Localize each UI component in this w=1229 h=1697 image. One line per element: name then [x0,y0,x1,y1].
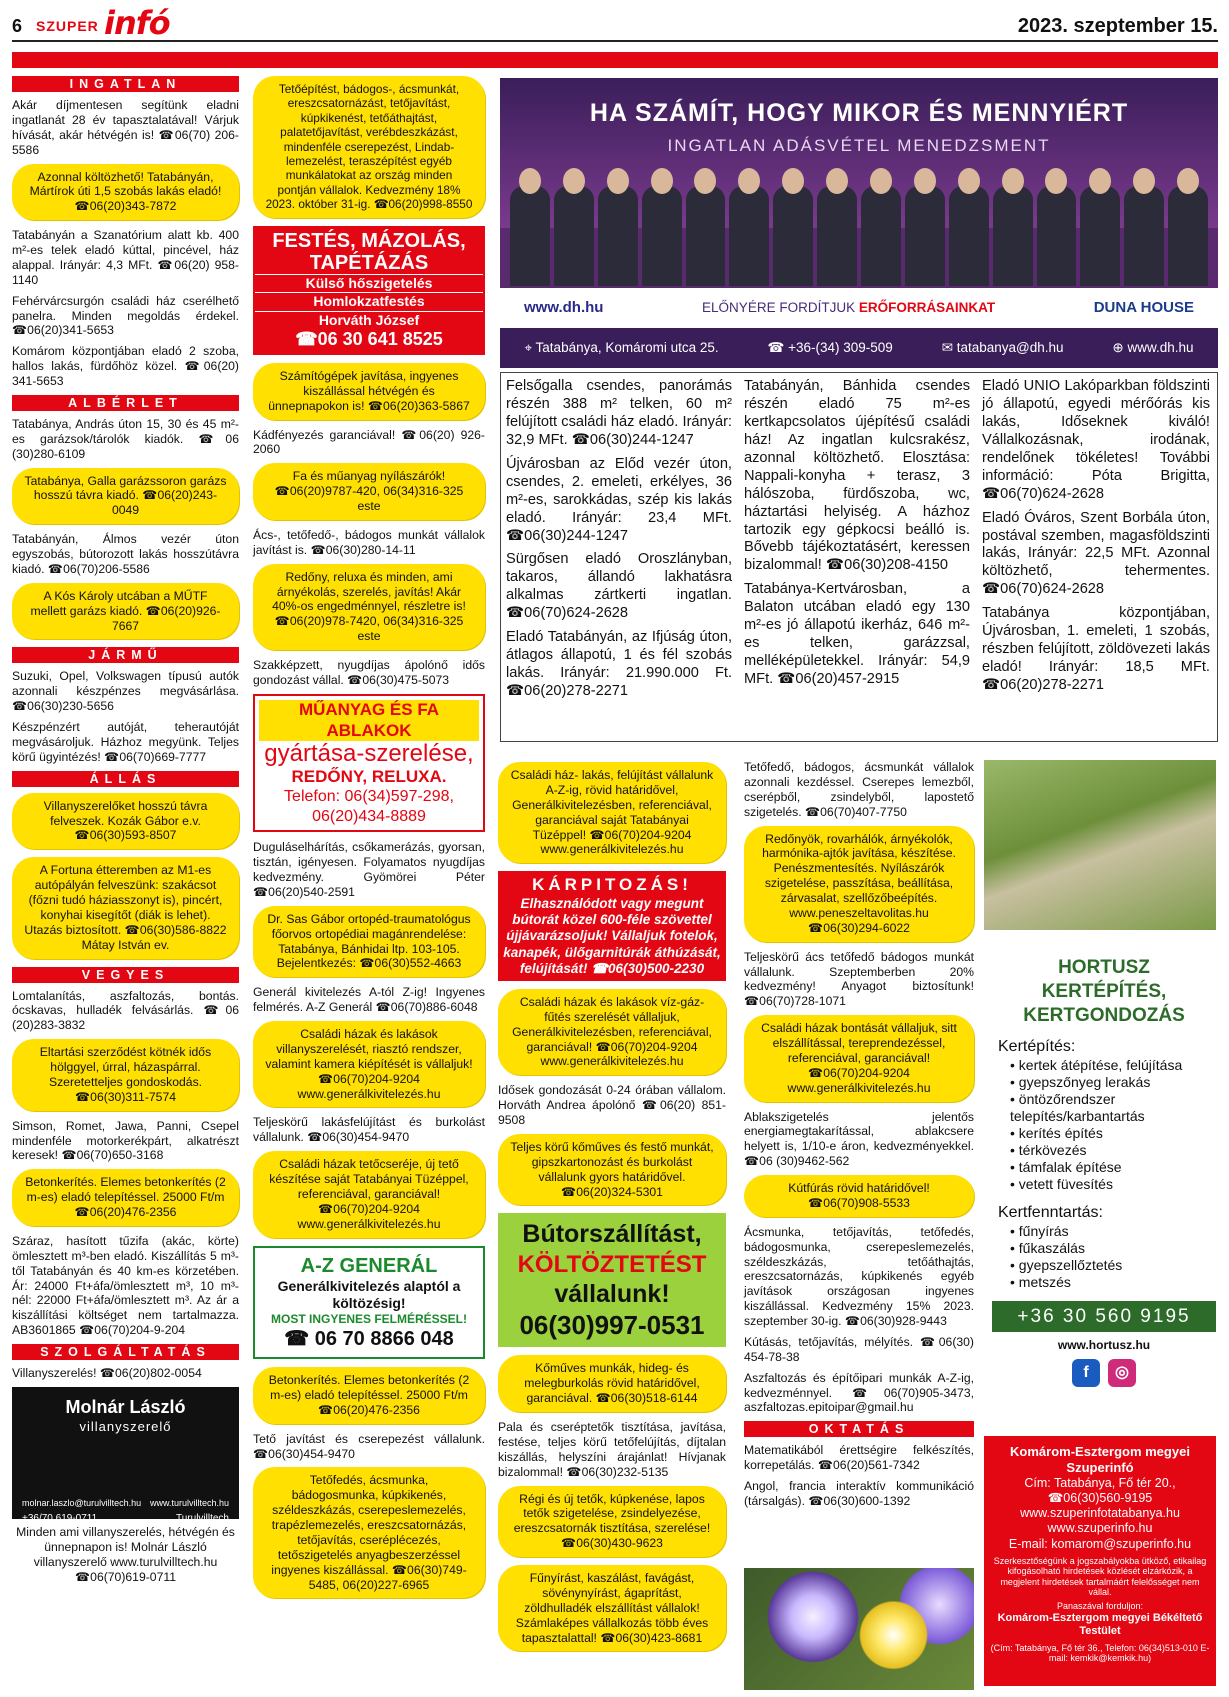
listing: Eladó Tatabányán, az Ifjúság úton, átlagos állapotú, 1 és fél szobás lakás. Irányár: 21.990.000 Ft. ☎06(20)278-2271 [506,629,732,699]
az-general-ad [253,1246,485,1360]
molnar-fb: Turulvilltech [176,1512,229,1524]
banner-subheadline: INGATLAN ADÁSVÉTEL MENEDZSMENT [667,136,1051,155]
classified-ad: Idősek gondozását 0-24 órában vállalom. Horváth Andrea ápolónő ☎06(20) 851-9508 [498,1083,726,1128]
highlighted-ad: A Fortuna étteremben az M1-es autópályán felveszünk: szakácsot (főzni tudó háziasszonyt is), pincért, konyhai kisegítőt (diák is lehet). Utazás biztosított. ☎06(30)586-8822 Mátay István ev. [12,857,239,958]
highlighted-ad: Betonkerítés. Elemes betonkerítés (2 m-es) eladó telepítéssel. 25000 Ft/m ☎06(20)476-2356 [253,1367,485,1424]
list-item: • gyepszellőztetés [1010,1257,1210,1274]
list-item: • metszés [1010,1274,1210,1291]
classified-ad: Komárom központjában eladó 2 szoba, hallos lakás, fürdőhöz közel. ☎06(20) 341-5653 [12,344,239,388]
classified-ad: Villanyszerelés! ☎06(20)802-0054 [12,1366,202,1380]
classified-ad: Kádfényezés garanciával! ☎06(20) 926-2060 [253,427,485,457]
hortusz-subtitle: Kertfenntartás: [998,1204,1103,1222]
ablak-phone: Telefon: 06(34)597-298, 06(20)434-8889 [284,788,454,825]
hortusz-title: HORTUSZ KERTÉPÍTÉS, KERTGONDOZÁS [1023,957,1185,1026]
highlighted-ad: Családi ház- lakás, felújítást vállalunk A-Z-ig, rövid határidővel, Generálkivitelezésben, referenciával, garanciával saját Tatabányai Tüzéppel! ☎06(70)204-9204 www.generálkivitelezés.hu [498,762,726,863]
classified-ad: Tető javítást és cserepezést vállalunk. ☎06(30)454-9470 [253,1431,485,1461]
classified-ad: Tetőfedő, bádogos, ácsmunkát vállalok azonnali kezdéssel. Cserepes lemezből, cserépből, zsindelyből, lapostető szigetelés. ☎06(70)407-7750 [744,760,974,819]
az-line: Generálkivitelezés alaptól a költözésig! [277,1277,461,1311]
highlighted-ad: Kőműves munkák, hideg- és melegburkolás rövid határidővel, garanciával. ☎06(30)518-6144 [498,1355,726,1412]
section-oktatas: OKTATÁS [744,1421,974,1437]
info-line: ☎06(30)560-9195 [1047,1490,1153,1505]
column-4 [744,760,974,1515]
list-item: • kertek átépítése, felújítása [1010,1057,1210,1074]
duna-house-banner [500,78,1218,368]
publisher-info [984,1436,1216,1686]
highlighted-ad: Betonkerítés. Elemes betonkerítés (2 m-es) eladó telepítéssel. 25000 Ft/m ☎06(20)476-2356 [12,1169,239,1226]
classified-ad: Fehérvárcsurgón családi ház cserélhető panelra. Minden megoldás érdekel. ☎06(20)341-5653 [12,293,239,338]
hortusz-web: www.hortusz.hu [1057,1338,1151,1353]
highlighted-ad: Tetőépítést, bádogos-, ácsmunkát, ereszcsatornázást, tetőjavítást, kúpkikenést, tetőáthajtást, palatetőjavítást, verébdeszkázást, mindenféle cserepezést, Lindab-lemezelést, teraszépítést egyéb munkálatokat az ország minden pontján vállalok. Kedvezmény 18% 2023. október 31-ig. ☎06(20)998-8550 [253,76,485,218]
info-line: E-mail: komarom@szuperinfo.hu [1008,1536,1192,1551]
classified-ad: Lomtalanítás, aszfaltozás, bontás. ócskavas, hulladék felvásárlás. ☎06 (20)283-3832 [12,988,239,1033]
logo-big: infó [104,4,170,42]
festes-name: Horváth József [255,311,483,330]
az-line: MOST INGYENES FELMÉRÉSSEL! [270,1312,468,1327]
festes-title: FESTÉS, MÁZOLÁS, TAPÉTÁZÁS [272,229,466,274]
butorszallitas-ad [498,1213,726,1347]
list-item: • fűnyírás [1010,1223,1210,1240]
festes-phone: ☎06 30 641 8525 [295,329,443,350]
classified-ad: Simson, Romet, Jawa, Panni, Csepel mindenféle motorkerékpárt, alkatrészt keresek! ☎06(70)650-3168 [12,1118,239,1163]
listing: Tatabányán, Bánhida csendes részén eladó 75 m²-es kertkapcsolatos újépítésű családi ház! Az ingatlan kulcsrakész, azonnal költözhető. Elosztása: Nappali-konyha + terasz, 3 hálószoba, fürdőszoba, wc, háztartási helyiség. A házhoz tartozik egy gépkocsi beálló is. Bővebb tájékoztatásért, keressen bizalommal! ☎06(30)208-4150 [744,378,970,574]
dh-listings-col-2 [744,378,970,695]
hortusz-ad [984,760,1216,1420]
section-allas: ÁLLÁS [12,771,239,787]
dh-listings-col-1 [506,378,732,707]
dh-listings-col-3 [982,378,1210,701]
classified-ad: Matematikából érettségire felkészítés, korrepetálás. ☎06(20)561-7342 [744,1443,974,1473]
classified-ad: Készpénzért autóját, teherautóját megvásároljuk. Házhoz megyünk. Teljes körű ügyintézés! ☎06(70)669-7777 [12,720,239,764]
highlighted-ad: Családi házak és lakások víz-gáz-fűtés szerelését vállaljuk, Generálkivitelezésben, referenciával, garanciával! ☎06(70)204-9204 www.generálkivitelezés.hu [498,989,726,1075]
highlighted-ad: Eltartási szerződést kötnék idős hölggyel, úrral, házaspárral. Szeretetteljes gondoskodás. ☎06(30)311-7574 [12,1039,239,1111]
ablak-line: REDŐNY, RELUXA. [291,766,447,786]
highlighted-ad: Redőnyök, rovarhálók, árnyékolók, harmónika-ajtók javítása, készítése. Penészmentesítés. Nyílászárók szigetelése, passzítása, beállítása, zárvasalat, szellőzőbeépítés. www.peneszeltavolitas.hu ☎06(30)294-6022 [744,826,974,942]
highlighted-ad: Tetőfedés, ácsmunka, bádogosmunka, kúpkikenés, széldeszkázás, cserepeslemezelés, trapézlemezelés, ereszcsatornázás, tetőjavítás, cseréplécezés, tetőszigetelés anyagbeszerzéssel ingyenes kiszállással. ☎06(30)749-5485, 06(20)227-6965 [253,1467,485,1598]
banner-url: www.dh.hu [524,298,604,316]
social-icons [998,1359,1210,1387]
classified-ad: Angol, francia interaktív kommunikáció (társalgás). ☎06(30)600-1392 [744,1479,974,1508]
molnar-ad-image [12,1387,239,1524]
classified-ad: Teljeskörű lakásfelújítást és burkolást vállalunk. ☎06(30)454-9470 [253,1115,485,1145]
ablak-ad [253,694,485,832]
butor-line: Bútorszállítást, [522,1220,702,1249]
ablak-line: gyártása-szerelése, [264,740,474,768]
info-line: www.szuperinfotatabanya.hu [1020,1506,1180,1521]
column-1 [12,76,239,1590]
banner-white-bar [500,288,1218,328]
banner-contact-bar [500,328,1218,368]
classified-ad: Suzuki, Opel, Volkswagen típusú autók azonnali készpénzes megvásárlása. ☎06(30)230-5656 [12,669,239,714]
info-small: (Cím: Tatabánya, Fő tér 36., Telefon: 06(34)513-010 E-mail: kemkik@kemkik.hu) [990,1642,1210,1663]
header-red-bar [12,52,1218,68]
list-item: • kerítés építés [1010,1125,1210,1142]
classified-ad: Ács-, tetőfedő-, bádogos munkát vállalok javítást is. ☎06(30)280-14-11 [253,527,485,557]
info-title: Komárom-Esztergom megyei Békéltető Testület [997,1611,1203,1638]
karpitozas-title: KÁRPITOZÁS! [532,875,692,895]
classified-ad: Kútásás, tetőjavítás, mélyítés. ☎06(30) 454-78-38 [744,1334,974,1364]
classified-ad: Tatabánya, András úton 15, 30 és 45 m²-es garázsok/tárolók kiadók. ☎06 (30)280-6109 [12,416,239,461]
butor-line: vállalunk! [554,1280,670,1309]
classified-ad: Szakképzett, nyugdíjas ápolónő idős gondozást vállal. ☎06(30)475-5073 [253,658,485,687]
duna-house-logo: DUNA HOUSE [1093,298,1194,316]
column-2 [253,76,485,1606]
butor-line: KÖLTÖZTETÉST [517,1250,707,1278]
mail-icon: ✉ tatabanya@dh.hu [941,339,1064,355]
banner-slogan: ELŐNYÉRE FORDÍTJUK ERŐFORRÁSAINKAT [702,299,996,315]
kertfenntartas-list [1010,1223,1210,1291]
instagram-icon[interactable]: ◎ [1108,1359,1136,1387]
banner-headline: HA SZÁMÍT, HOGY MIKOR ÉS MENNYIÉRT [589,99,1129,127]
hortusz-body [984,930,1216,1382]
classified-ad: Tatabányán, Álmos vezér úton egyszobás, bútorozott lakás hosszútávra kiadó. ☎06(70)206-5586 [12,532,239,576]
section-jarmu: JÁRMŰ [12,647,239,663]
hortusz-subtitle: Kertépítés: [998,1038,1076,1056]
classified-ad: Ácsmunka, tetőjavítás, tetőfedés, bádogosmunka, cserepeslemezelés, széldeszkázás, tetőáthajtás, ereszcsatornázás, kúpkikenés egyéb javítások országosan ingyenes kiszállással. Kedvezmény 15% 2023. szeptember 30-ig. ☎06(30)928-9443 [744,1224,974,1328]
classified-ad: Minden ami villanyszerelés, hétvégén és ünnepnapon is! Molnár László villanyszerelő www.turulvilltech.hu ☎06(70)619-0711 [16,1524,235,1584]
highlighted-ad: Dr. Sas Gábor ortopéd-traumatológus főorvos ortopédiai magánrendelése: Tatabánya, Bánhidai ltp. 103-105. Bejelentkezés: ☎06(30)552-4663 [253,906,485,978]
classified-ad: Pala és cseréptetők tisztítása, javítása, festése, teljes körű tetőfelújítás, díjtalan kiszállás, helyszíni árajánlat! Hívjanak bizalommal! ☎06(30)232-5135 [498,1420,726,1479]
festes-line: Homlokzatfestés [255,292,483,311]
section-vegyes: VEGYES [12,967,239,983]
highlighted-ad: A Kós Károly utcában a MŰTF mellett garázs kiadó. ☎06(20)926-7667 [12,583,239,640]
info-small: Panaszával forduljon: [1056,1601,1144,1612]
highlighted-ad: Kútfúrás rövid határidővel! ☎06(70)908-5533 [744,1175,974,1217]
globe-icon: ⊕ www.dh.hu [1112,339,1194,355]
highlighted-ad: Tatabánya, Galla garázssoron garázs hosszú távra kiadó. ☎06(20)243-0049 [12,468,239,525]
classified-ad: Duguláselhárítás, csőkamerázás, gyorsan, tisztán, igényesen. Folyamatos nyugdíjas kedvezmény. Gyömörei Péter ☎06(20)540-2591 [253,840,485,899]
info-disclaimer: Szerkesztőségünk a jogszabályokba ütköző, etikailag kifogásolható hirdetések közlését elzárkózik, a megjelent hirdetések tartalmáért felelősséget nem vállal. [993,1555,1207,1597]
classified-ad: Akár díjmentesen segítünk eladni ingatlanát 28 év tapasztalatával! Várjuk hívását, akár hétvégén is! ☎06(70) 206-5586 [12,98,239,157]
highlighted-ad: Családi házak és lakások villanyszerelését, riasztó rendszer, valamint kamera kiépítését is vállaljuk! ☎06(70)204-9204 www.generálkivitelezés.hu [253,1021,485,1107]
listing: Eladó UNIO Lakóparkban földszinti jó állapotú, egyedi mérőórás kis lakás, Időseknek kiváló! Vállalkozásnak, irodának, rendelőnek tökéletes! További információ: Póta Brigitta, ☎06(70)624-2628 [982,378,1210,502]
listing: Eladó Óváros, Szent Borbála úton, postával szemben, magasföldszinti lakás, Irányár: 22,5 MFt. Azonnal költözhető, tehermentes. ☎06(70)624-2628 [982,509,1210,598]
list-item: • vetett füvesítés [1010,1176,1210,1193]
molnar-email: molnar.laszlo@turulvilltech.hu [22,1497,142,1508]
classified-ad: Ablakszigetelés jelentős energiamegtakarítással, ablakcsere helyett is, 1/10-e áron, kedvezményekkel. ☎06 (30)9462-562 [744,1109,974,1169]
facebook-icon[interactable]: f [1072,1359,1100,1387]
listing: Tatabánya központjában, Újvárosban, 1. emeleti, 1 szobás, részben felújított, zöldövezeti lakás eladó! Irányár: 18,5 MFt. ☎06(20)278-2271 [982,605,1210,693]
issue-date: 2023. szeptember 15. [1017,15,1218,37]
highlighted-ad: Teljes körű kőműves és festő munkát, gipszkartonozást és burkolást vállalunk gyors határidővel. ☎06(20)324-5301 [498,1134,726,1206]
listing: Sürgősen eladó Oroszlányban, takaros, állandó lakhatásra alkalmas zártkerti ingatlan. ☎06(70)624-2628 [506,551,732,622]
az-title: A-Z GENERÁL [300,1254,438,1277]
column-3 [498,762,726,1659]
listing: Felsőgalla csendes, panorámás részén 388 m² telken, 60 m² felújított családi ház eladó. Irányár: 32,9 MFt. ☎06(30)244-1247 [506,378,732,448]
list-item: • fűkaszálás [1010,1240,1210,1257]
info-line: Cím: Tatabánya, Fő tér 20., [1024,1475,1176,1490]
molnar-subtitle: villanyszerelő [79,1418,172,1434]
highlighted-ad: Redőny, reluxa és minden, ami árnyékolás, szerelés, javítás! Akár 40%-os engedménnyel, részletre is! ☎06(20)978-7420, 06(34)316-325 este [253,564,485,650]
classified-ad: Teljeskörű ács tetőfedő bádogos munkát vállalunk. Szeptemberben 20% kedvezmény! Anyagot biztosítunk! ☎06(70)728-1071 [744,949,974,1009]
karpitozas-body: Elhasználódott vagy megunt bútorát közel 600-féle szövettel újjávarázsoljuk! Vállaljuk fotelok, kanapék, ülőgarnitúrák áthúzását, felújítását! ☎06(30)500-2230 [503,895,721,976]
list-item: • térkövezés [1010,1142,1210,1159]
highlighted-ad: Villanyszerelőket hosszú távra felveszek. Kozák Gábor e.v. ☎06(30)593-8507 [12,793,239,850]
logo-small: SZUPER [36,18,99,34]
highlighted-ad: Számítógépek javítása, ingyenes kiszállással hétvégén és ünnepnapokon is! ☎06(20)363-5867 [253,363,485,420]
highlighted-ad: Fűnyírást, kaszálást, favágást, sövénynyírást, ágaprítást, zöldhulladék elszállítást vállalok! Számlaképes vállalkozás több éves tapasztalattal! ☎06(30)423-8681 [498,1565,726,1651]
highlighted-ad: Családi házak tetőcseréje, új tető készítése saját Tatabányai Tüzéppel, referenciával, garanciával! ☎06(70)204-9204 www.generálkivitelezés.hu [253,1151,485,1237]
section-alberlet: ALBÉRLET [12,395,239,411]
karpitozas-ad [498,871,726,981]
section-szolgaltatas: SZOLGÁLTATÁS [12,1344,239,1360]
info-title: Komárom-Esztergom megyei Szuperinfó [1010,1444,1190,1475]
molnar-web: www.turulvilltech.hu [149,1497,229,1508]
molnar-name: Molnár László [65,1396,186,1417]
info-line: www.szuperinfo.hu [1047,1521,1153,1536]
ablak-title: MŰANYAG ÉS FA ABLAKOK [259,700,479,741]
location-pin-icon: ⌖ Tatabánya, Komáromi utca 25. [524,339,719,355]
team-photo [510,178,1208,286]
highlighted-ad: Fa és műanyag nyílászárók! ☎06(20)9787-420, 06(34)316-325 este [253,463,485,520]
highlighted-ad: Régi és új tetők, kúpkenése, lapos tetők szigetelése, zsindelyezése, ereszcsatornák tisztítása, szerelése! ☎06(30)430-9623 [498,1486,726,1558]
list-item: • öntözőrendszer telepítés/karbantartás [1010,1091,1210,1125]
list-item: • gyepszőnyeg lerakás [1010,1074,1210,1091]
classified-ad: Tatabányán a Szanatórium alatt kb. 400 m²-es telek eladó kúttal, pincével, ház alappal. Irányár: 4,3 MFt. ☎06(20) 958-1140 [12,228,239,287]
highlighted-ad: Családi házak bontását vállaljuk, sitt elszállítással, tereprendezéssel, referenciával, garanciával! ☎06(70)204-9204 www.generálkivitelezés.hu [744,1015,974,1101]
festes-line: Külső hőszigetelés [255,274,483,293]
hortusz-phone: +36 30 560 9195 [992,1301,1216,1332]
listing: Újvárosban az Előd vezér úton, csendes, 2. emeleti, erkélyes, 36 m²-es, sarokkádas, szép kis lakás eladó. Irányár: 23,4 MFt. ☎06(30)244-1247 [506,455,732,544]
molnar-contacts [22,1498,229,1509]
page-header [12,4,1218,42]
page-number: 6 [12,16,23,36]
az-phone: ☎ 06 70 8866 048 [284,1327,454,1350]
classified-ad: Aszfaltozás és építőipari munkák A-Z-ig, kedvezménnyel. ☎06(70)905-3473, aszfaltozas.epitoipar@gmail.hu [744,1370,974,1415]
garden-photo [984,760,1216,930]
classified-ad: Száraz, hasított tűzifa (akác, körte) ömlesztett m³-ben eladó. Kiszállítás 5 m³-től Tatabányán és 40 km-es körzetében. Ár: 24000 Ft+áfa/ömlesztett m³, 10 m³-nél: 22000 Ft+áfa/ömlesztett m³. Az ár a kiszállítási költséget nem tartalmazza. AB3601865 ☎06(70)204-9-204 [12,1233,239,1338]
festes-ad [253,226,485,355]
highlighted-ad: Azonnal költözhető! Tatabányán, Mártírok úti 1,5 szobás lakás eladó! ☎06(20)343-7872 [12,164,239,221]
molnar-contacts-2 [22,1513,229,1525]
phone-icon: ☎ +36-(34) 309-509 [767,339,893,355]
butor-phone: 06(30)997-0531 [519,1309,705,1340]
flowers-photo [744,1568,974,1690]
classified-ad: Generál kivitelezés A-tól Z-ig! Ingyenes felmérés. A-Z Generál ☎06(70)886-6048 [253,985,485,1015]
kertepites-list [1010,1057,1210,1194]
listing: Tatabánya-Kertvárosban, a Balaton utcában eladó egy 130 m²-es jó állapotú ikerház, 646 m²-es telken, garázzsal, melléképületekkel. Irányár: 54,9 MFt. ☎06(20)457-2915 [744,581,970,687]
molnar-tel: +36/70 619-0711 [22,1512,98,1524]
list-item: • támfalak építése [1010,1159,1210,1176]
section-ingatlan: INGATLAN [12,76,239,92]
